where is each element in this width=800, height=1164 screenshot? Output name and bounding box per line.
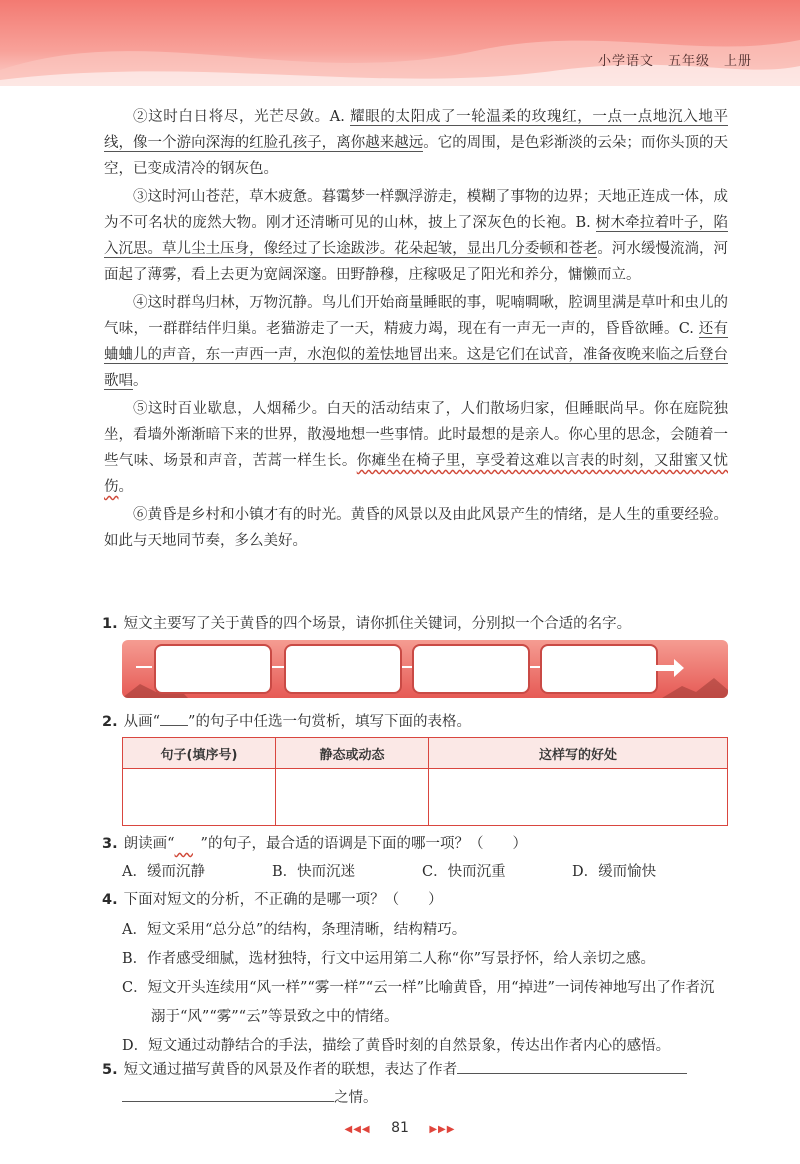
reading-passage [104, 104, 728, 556]
scene-name-box-1[interactable] [154, 644, 272, 694]
question-3 [102, 832, 728, 853]
p3-underlined-sentence: 树木牵拉着叶子，陷入沉思。草儿尘土压身，像经过了长途跋涉。花朵起皱，显出几分委顿和苍老 [104, 215, 729, 257]
scene-names-flow [122, 640, 728, 698]
prev-arrows-icon: ◀◀◀ [344, 1124, 371, 1135]
paragraph-2 [104, 104, 728, 182]
paragraph-5 [104, 396, 728, 500]
page-number: 81 [391, 1120, 409, 1136]
grade-label: 五年级 [667, 54, 710, 69]
table-header-sentence: 句子(填序号) [123, 738, 276, 769]
q3-number: 3. [102, 836, 118, 852]
q2-text-pre: 从画“ [123, 714, 161, 730]
answer-cell-benefit[interactable] [429, 769, 728, 826]
table-header-benefit: 这样写的好处 [429, 738, 728, 769]
volume-label: 上册 [723, 54, 752, 69]
q1-number: 1. [102, 616, 118, 632]
flow-arrow-end-icon [656, 658, 686, 678]
q1-text: 短文主要写了关于黄昏的四个场景，请你抓住关键词，分别拟一个合适的名字。 [123, 616, 632, 632]
p4-underlined-sentence: 还有蛐蛐儿的声音，东一声西一声，水泡似的羞怯地冒出来。这是它们在试音，准备夜晚来临之后登台歌唱 [104, 321, 729, 389]
q5-text-end: 之情。 [334, 1090, 378, 1106]
scene-name-box-4[interactable] [540, 644, 658, 694]
p5-wavy-sentence: 你瘫坐在椅子里，享受着这难以言表的时刻，又甜蜜又忧伤 [104, 453, 728, 495]
q4-number: 4. [102, 892, 118, 908]
p5-text-b: 。 [118, 479, 133, 495]
scene-name-box-3[interactable] [412, 644, 530, 694]
q4-options [122, 916, 728, 1061]
q2-underline-mark [160, 725, 188, 726]
q4-option-a[interactable]: A．短文采用“总分总”的结构，条理清晰，结构精巧。 [122, 922, 467, 938]
q3-option-a[interactable]: A．缓而沉静 [122, 864, 205, 880]
p2-text-b: 。它的周围，是色彩渐淡的云朵；而你头顶的天空，已变成清冷的钢灰色。 [104, 135, 729, 177]
scene-name-box-2[interactable] [284, 644, 402, 694]
p4-text-a: ④这时群鸟归林，万物沉静。鸟儿们开始商量睡眠的事，呢喃啁啾，腔调里满是草叶和虫儿的气味，一群群结伴归巢。老猫游走了一天，精疲力竭，现在有一声无一声的，昏昏欲睡。C. [104, 295, 728, 337]
question-1 [102, 612, 728, 633]
q4-option-c[interactable]: C．短文开头连续用“风一样”“雾一样”“云一样”比喻黄昏，用“掉进”一词传神地写出了作者沉溺于“风”“雾”“云”等景致之中的情绪。 [122, 980, 715, 1025]
q3-text-post: ”的句子，最合适的语调是下面的哪一项？（ ） [200, 836, 527, 852]
flow-arrow-2 [402, 666, 412, 668]
answer-cell-sentence[interactable] [123, 769, 276, 826]
next-arrows-icon: ▶▶▶ [429, 1124, 456, 1135]
page-footer [0, 1120, 800, 1136]
q3-option-d[interactable]: D．缓而愉快 [572, 864, 657, 880]
answer-table [122, 737, 728, 826]
answer-cell-static-dynamic[interactable] [276, 769, 429, 826]
answer-table-header-row [123, 738, 728, 769]
subject-label: 小学语文 [597, 54, 654, 69]
question-2 [102, 710, 728, 731]
q3-options [122, 860, 728, 881]
table-header-static-dynamic: 静态或动态 [276, 738, 429, 769]
q5-answer-blank-2[interactable] [122, 1087, 334, 1102]
q5-text: 短文通过描写黄昏的风景及作者的联想，表达了作者 [123, 1062, 458, 1078]
answer-table-row [123, 769, 728, 826]
p3-text-b: 。河水缓慢流淌，河面起了薄雾，看上去更为宽阔深邃。田野静穆，庄稼吸足了阳光和养分，慵懒而立。 [104, 241, 729, 283]
q5-answer-blank-1[interactable] [457, 1059, 687, 1074]
p2-text-a: ②这时白日将尽，光芒尽敛。A. [133, 109, 351, 125]
paragraph-4 [104, 290, 728, 394]
q2-number: 2. [102, 714, 118, 730]
flow-arrow-3 [530, 666, 540, 668]
question-5 [102, 1058, 728, 1079]
q2-text-post: ”的句子中任选一句赏析，填写下面的表格。 [188, 714, 471, 730]
p3-text-a: ③这时河山苍茫，草木疲惫。暮霭梦一样飘浮游走，模糊了事物的边界；天地正连成一体，成为不可名状的庞然大物。刚才还清晰可见的山林，披上了深灰色的长袍。B. [104, 189, 728, 231]
paragraph-3 [104, 184, 728, 288]
q4-text: 下面对短文的分析，不正确的是哪一项？（ ） [123, 892, 443, 908]
paragraph-6: ⑥黄昏是乡村和小镇才有的时光。黄昏的风景以及由此风景产生的情绪，是人生的重要经验。如此与天地同节奏，多么美好。 [104, 507, 728, 549]
header-swirl-decoration [0, 0, 800, 86]
page-header-band [0, 0, 800, 86]
p2-underlined-sentence: 耀眼的太阳成了一轮温柔的玫瑰红，一点一点地沉入地平线，像一个游向深海的红脸孔孩子，离你越来越远 [104, 109, 728, 151]
p5-text-a: ⑤这时百业歇息，人烟稀少。白天的活动结束了，人们散场归家，但睡眠尚早。你在庭院独坐，看墙外渐渐暗下来的世界，散漫地想一些事情。此时最想的是亲人。你心里的思念，会随着一些气味、场景和声音，苦蒿一样生长。 [104, 401, 728, 469]
p4-text-b: 。 [133, 373, 148, 389]
q3-wavy-mark [175, 836, 201, 852]
q3-text-pre: 朗读画“ [123, 836, 175, 852]
flow-arrow-1 [272, 666, 284, 668]
question-5-line-2 [122, 1086, 728, 1107]
q3-option-b[interactable]: B．快而沉迷 [272, 864, 356, 880]
flow-arrow-start [136, 666, 152, 668]
q3-option-c[interactable]: C．快而沉重 [422, 864, 506, 880]
q4-option-d[interactable]: D．短文通过动静结合的手法，描绘了黄昏时刻的自然景象，传达出作者内心的感悟。 [122, 1038, 671, 1054]
question-4 [102, 888, 728, 909]
q4-option-b[interactable]: B．作者感受细腻，选材独特，行文中运用第二人称“你”写景抒怀，给人亲切之感。 [122, 951, 655, 967]
q5-number: 5. [102, 1062, 118, 1078]
book-label [598, 50, 752, 69]
